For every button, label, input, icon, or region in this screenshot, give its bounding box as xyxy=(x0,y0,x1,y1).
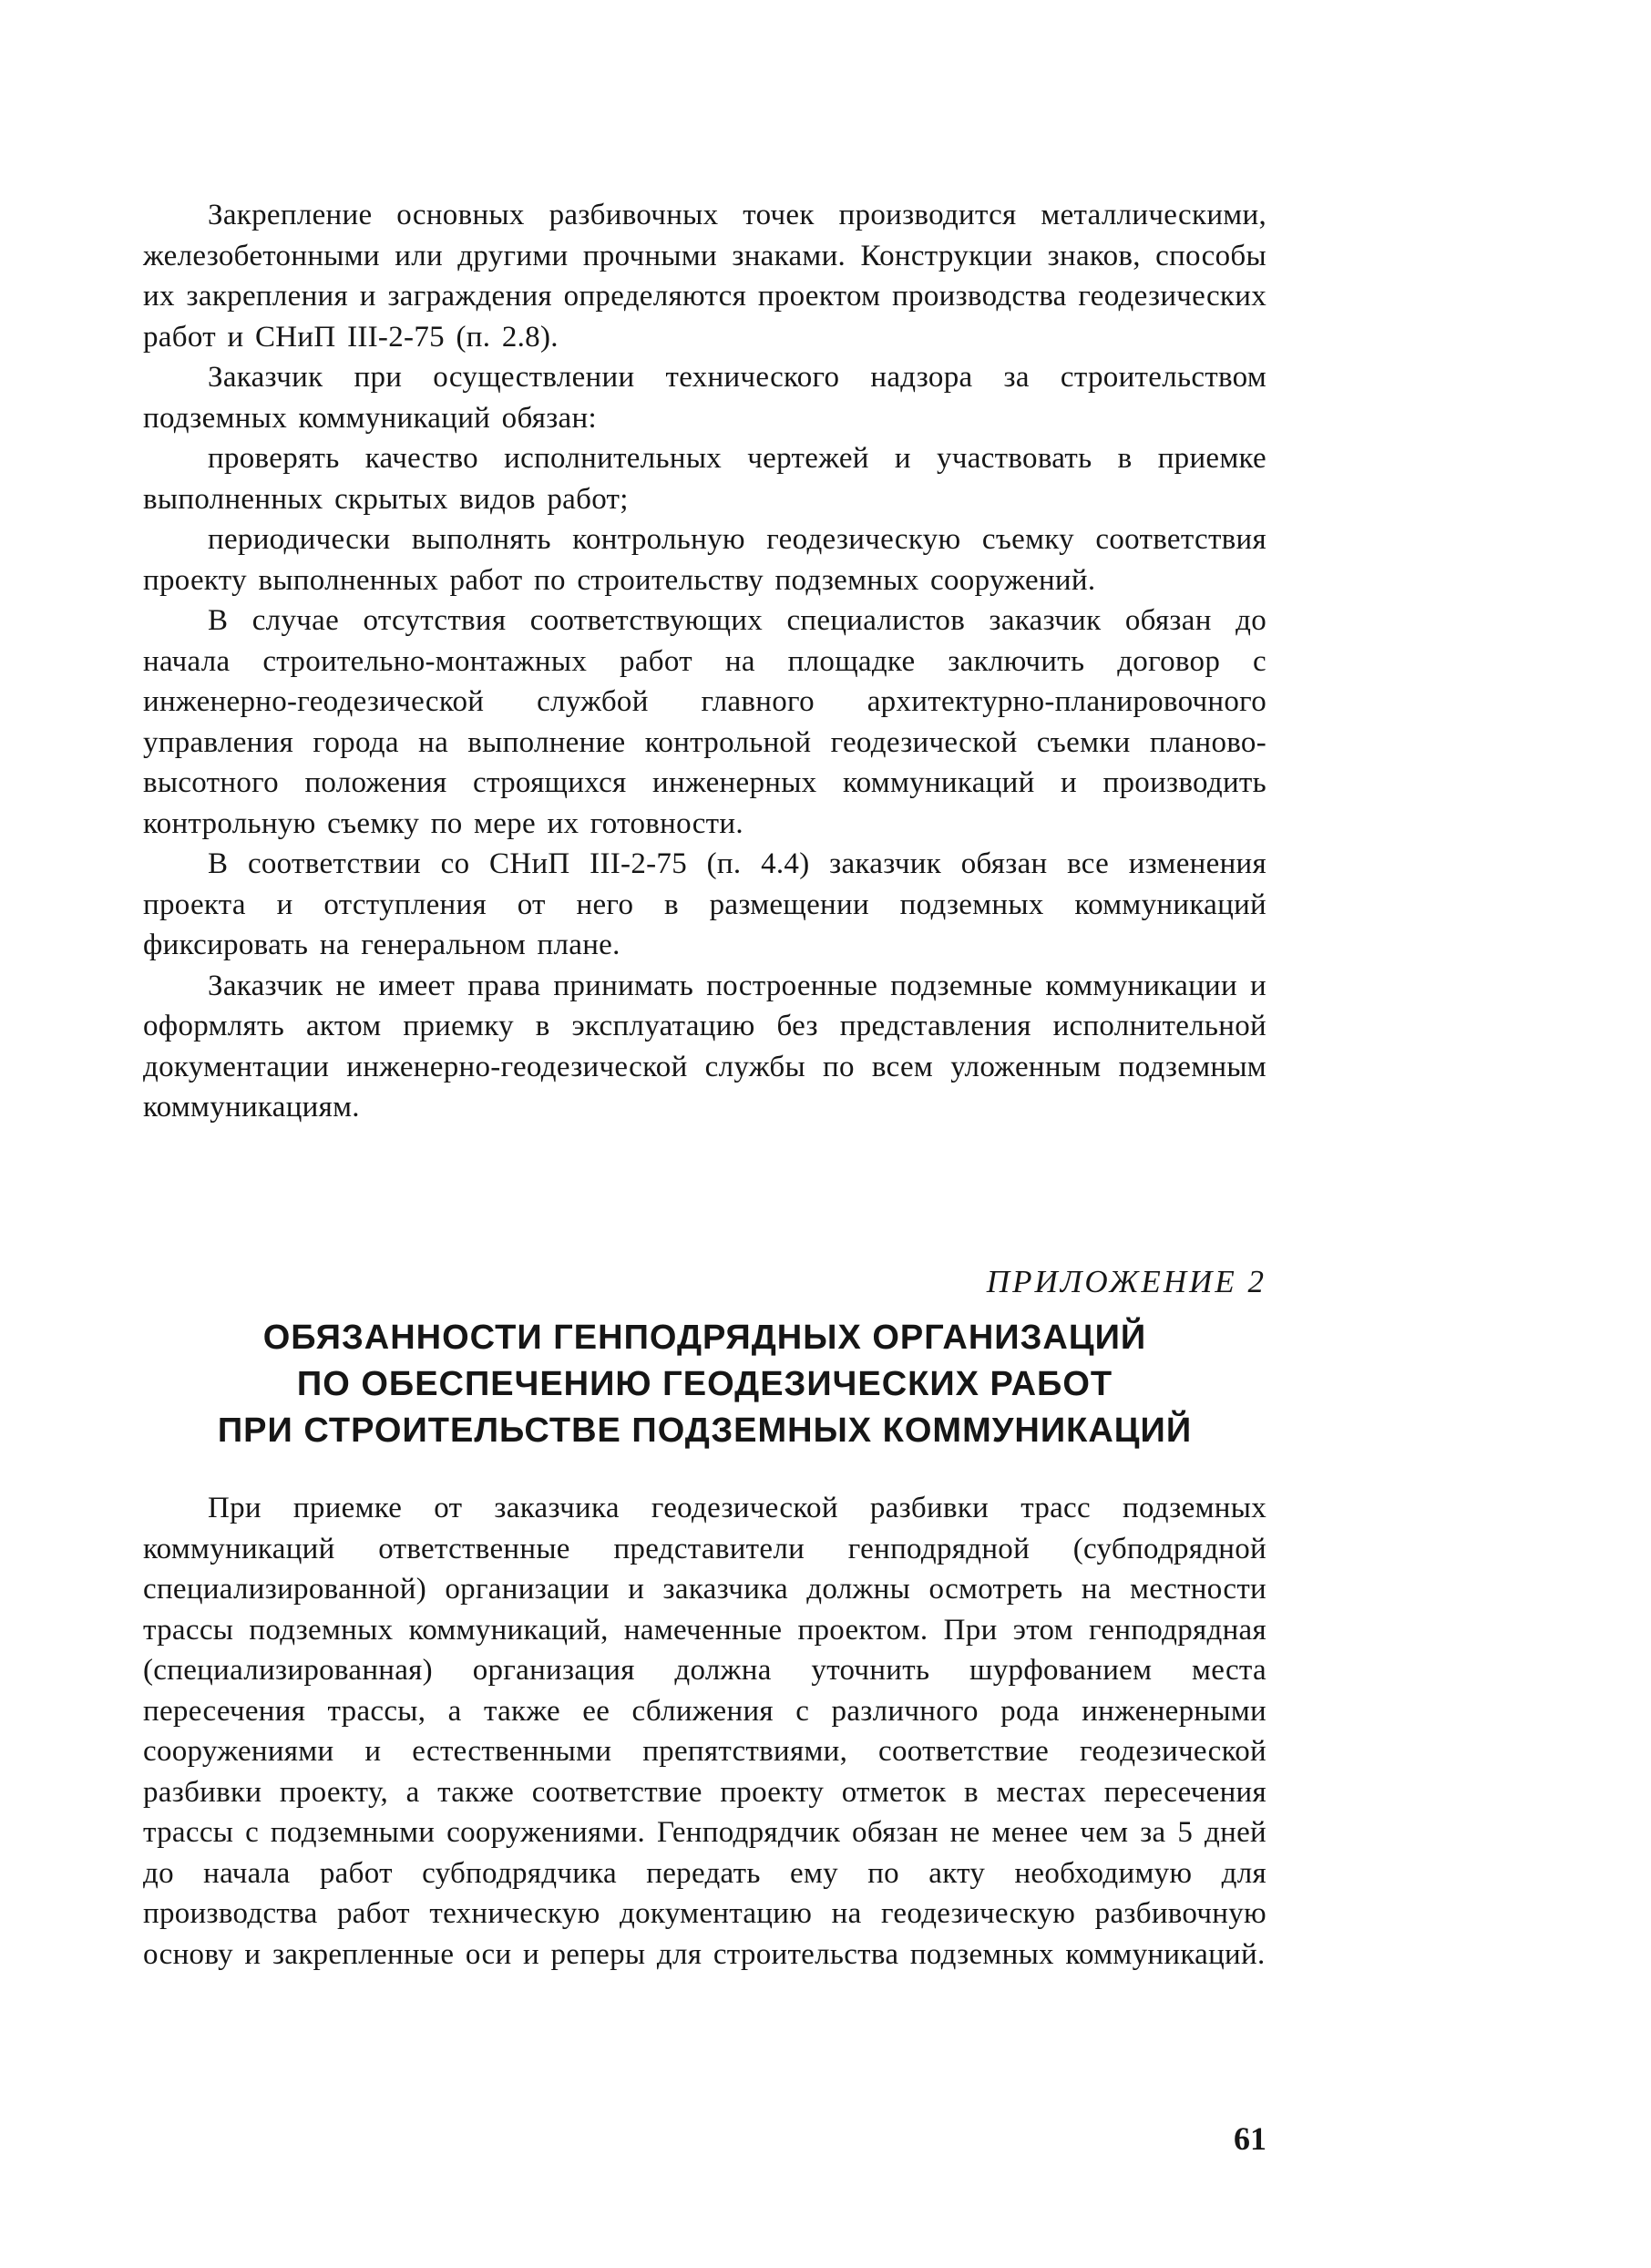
paragraph-benchmarks: Закрепление основных разбивочных точек производится металлическими, железобетонными или другими прочными знаками. Конструкции знаков, способы их закрепления и заграждения определяются проектом производства геодезических работ и СНиП III-2-75 (п. 2.8). xyxy=(143,199,1266,354)
paragraph-check-drawings: проверять качество исполнительных чертежей и участвовать в приемке выполненных скрытых видов работ; xyxy=(143,442,1266,516)
paragraph-acceptance-restriction: Заказчик не имеет права принимать построенные подземные коммуникации и оформлять актом приемку в эксплуатацию без представления исполнительной документации инженерно-геодезической службы по всем уложенным подземным коммуникациям. xyxy=(143,969,1266,1124)
section-title-line: ПРИ СТРОИТЕЛЬСТВЕ ПОДЗЕМНЫХ КОММУНИКАЦИЙ xyxy=(217,1411,1193,1450)
section-title-line: ОБЯЗАННОСТИ ГЕНПОДРЯДНЫХ ОРГАНИЗАЦИЙ xyxy=(262,1319,1147,1357)
body-text-top xyxy=(143,195,1266,1128)
body-text-appendix xyxy=(143,1488,1266,1975)
section-title xyxy=(143,1315,1266,1454)
section-title-line: ПО ОБЕСПЕЧЕНИЮ ГЕОДЕЗИЧЕСКИХ РАБОТ xyxy=(296,1365,1113,1403)
appendix-label: ПРИЛОЖЕНИЕ 2 xyxy=(986,1264,1266,1299)
paragraph-general-contractor: При приемке от заказчика геодезической разбивки трасс подземных коммуникаций ответственные представители генподрядной (субподрядной специализированной) организации и заказчика должны осмотреть на местности трассы подземных коммуникаций, намеченные проектом. При этом генподрядная (специализированная) организация должна уточнить шурфованием места пересечения трассы, а также ее сближения с различного рода инженерными сооружениями и естественными препятствиями, соответствие геодезической разбивки проекту, а также соответствие проекту отметок в местах пересечения трассы с подземными сооружениями. Генподрядчик обязан не менее чем за 5 дней до начала работ субподрядчика передать ему по акту необходимую для производства работ техническую документацию на геодезическую разбивочную основу и закрепленные оси и реперы для строительства подземных коммуникаций. xyxy=(143,1492,1266,1971)
paragraph-customer-obligations: Заказчик при осуществлении технического надзора за строительством подземных коммуникаций обязан: xyxy=(143,361,1266,435)
paragraph-snip-changes: В соответствии со СНиП III-2-75 (п. 4.4) заказчик обязан все изменения проекта и отступления от него в размещении подземных коммуникаций фиксировать на генеральном плане. xyxy=(143,847,1266,961)
page-number: 61 xyxy=(1234,2120,1266,2157)
paragraph-periodic-survey: периодически выполнять контрольную геодезическую съемку соответствия проекту выполненных работ по строительству подземных сооружений. xyxy=(143,523,1266,597)
paragraph-no-specialists: В случае отсутствия соответствующих специалистов заказчик обязан до начала строительно-монтажных работ на площадке заключить договор с инженерно-геодезической службой главного архитектурно-планировочного управления города на выполнение контрольной геодезической съемки планово-высотного положения строящихся инженерных коммуникаций и производить контрольную съемку по мере их готовности. xyxy=(143,604,1266,840)
